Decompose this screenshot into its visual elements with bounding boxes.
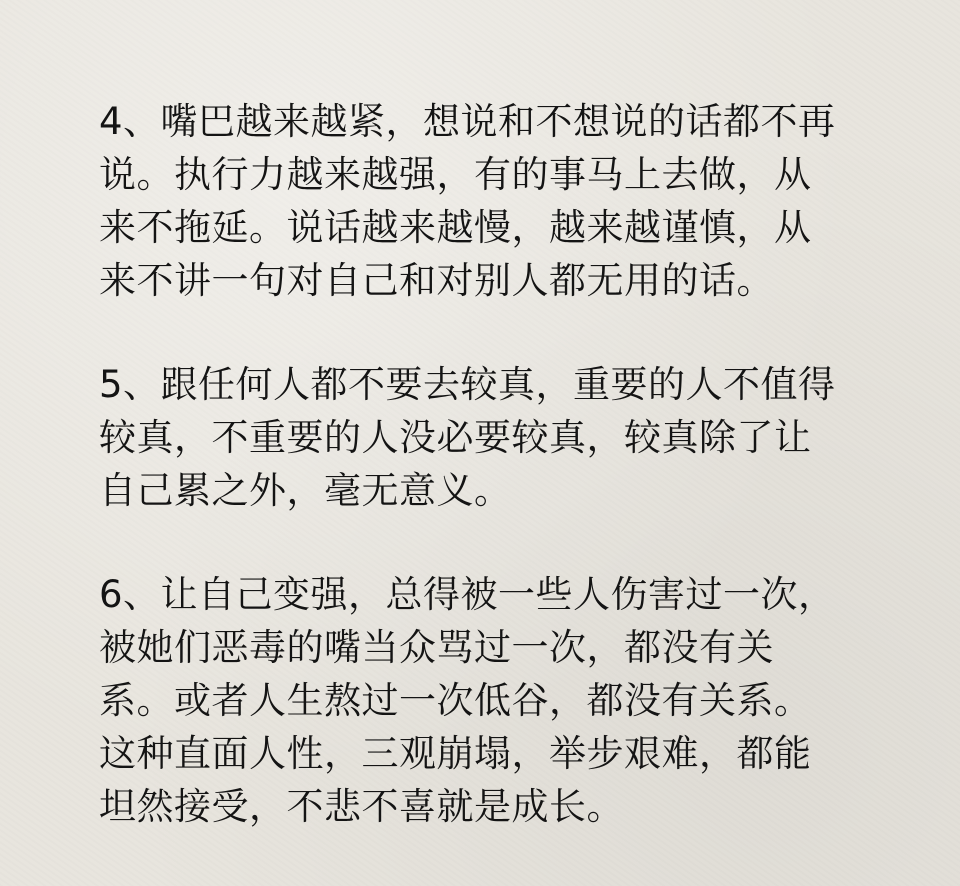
text-line: 5、跟任何人都不要去较真，重要的人不值得 <box>99 363 836 406</box>
text-line: 坦然接受，不悲不喜就是成长。 <box>99 785 624 828</box>
text-line: 说。执行力越来越强，有的事马上去做，从 <box>99 153 812 196</box>
text-line: 较真，不重要的人没必要较真，较真除了让 <box>99 416 812 459</box>
paragraph-5 <box>99 358 889 517</box>
text-line: 来不拖延。说话越来越慢，越来越谨慎，从 <box>99 206 812 249</box>
paragraph-gap <box>99 517 889 568</box>
article-text <box>99 95 889 833</box>
paragraph-gap <box>99 307 889 358</box>
text-line: 被她们恶毒的嘴当众骂过一次，都没有关 <box>99 626 774 669</box>
text-line: 4、嘴巴越来越紧，想说和不想说的话都不再 <box>99 100 836 143</box>
text-line: 6、让自己变强，总得被一些人伤害过一次， <box>99 573 836 616</box>
text-line: 这种直面人性，三观崩塌，举步艰难，都能 <box>99 732 812 775</box>
text-line: 自己累之外，毫无意义。 <box>99 469 512 512</box>
paragraph-6 <box>99 568 889 833</box>
paragraph-4 <box>99 95 889 307</box>
text-line: 系。或者人生熬过一次低谷，都没有关系。 <box>99 679 812 722</box>
text-line: 来不讲一句对自己和对别人都无用的话。 <box>99 259 774 302</box>
